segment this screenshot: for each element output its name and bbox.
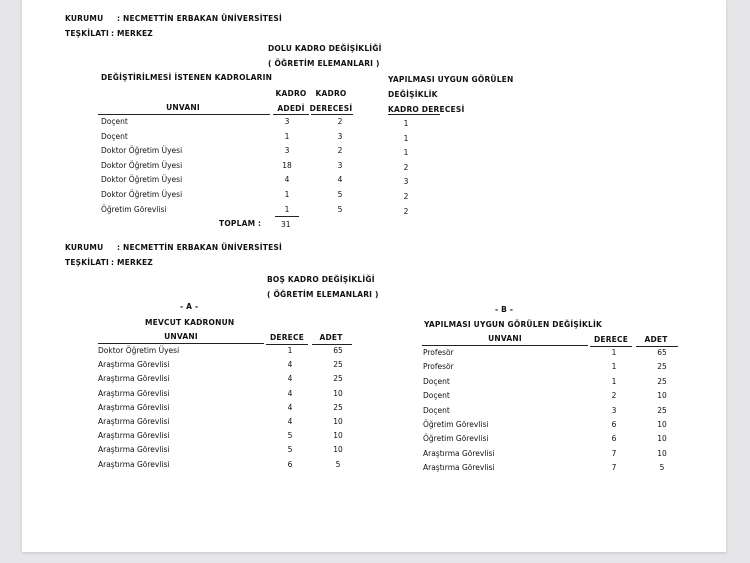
b-row-unvan: Öğretim Görevlisi xyxy=(423,434,489,444)
b-row-adet: 25 xyxy=(657,362,667,372)
section-b-rule-adet xyxy=(636,346,678,347)
b-row-adet: 25 xyxy=(657,376,667,386)
a-row-adet: 10 xyxy=(333,417,343,426)
b-row-derece: 6 xyxy=(611,420,617,429)
teskilat-label-1: TEŞKİLATI xyxy=(65,29,109,38)
section-a-heading: MEVCUT KADRONUN xyxy=(145,318,235,327)
dolu-right-heading-3: KADRO DERECESİ xyxy=(388,105,465,114)
a-row-derece: 5 xyxy=(287,431,293,441)
b-row-derece: 6 xyxy=(611,434,617,444)
dolu-row-yeni: 1 xyxy=(403,119,409,128)
b-row-unvan: Doçent xyxy=(423,391,450,401)
b-row-adet: 65 xyxy=(657,348,667,357)
a-row-derece: 4 xyxy=(287,360,293,370)
a-row-adet: 5 xyxy=(335,459,341,469)
a-row-unvan: Araştırma Görevlisi xyxy=(98,417,170,426)
dolu-row-yeni: 2 xyxy=(403,192,409,201)
b-row-adet: 25 xyxy=(657,405,667,415)
b-row-adet: 10 xyxy=(657,391,667,401)
dolu-row-adet: 3 xyxy=(284,146,290,156)
dolu-row-adet: 3 xyxy=(284,117,290,126)
section-b-col-adet: ADET xyxy=(644,335,668,344)
dolu-row-yeni: 1 xyxy=(403,133,409,143)
a-row-adet: 10 xyxy=(333,445,343,455)
b-row-derece: 3 xyxy=(611,405,617,415)
dolu-total-rule xyxy=(275,216,299,217)
col-kadro-adet-2: ADEDİ xyxy=(277,104,305,113)
a-row-unvan: Araştırma Görevlisi xyxy=(98,402,170,412)
section-a-col-adet: ADET xyxy=(319,333,343,342)
dolu-row-yeni: 2 xyxy=(403,162,409,172)
dolu-row-adet: 1 xyxy=(284,190,290,199)
b-row-derece: 1 xyxy=(611,376,617,386)
b-row-derece: 2 xyxy=(611,391,617,401)
dolu-right-heading-2: DEĞİŞİKLİK xyxy=(388,90,438,99)
b-row-derece: 7 xyxy=(611,448,617,458)
b-row-adet: 5 xyxy=(659,463,665,473)
bos-subtitle: ( ÖĞRETİM ELEMANLARI ) xyxy=(267,290,379,299)
a-row-adet: 25 xyxy=(333,360,343,370)
a-row-derece: 1 xyxy=(287,346,293,355)
dolu-row-yeni: 3 xyxy=(403,177,409,187)
dolu-row-unvan: Doktor Öğretim Üyesi xyxy=(101,190,183,199)
section-b-rule-derece xyxy=(590,346,632,347)
kurum-label-1: KURUMU xyxy=(65,14,104,23)
dolu-right-heading-1: YAPILMASI UYGUN GÖRÜLEN xyxy=(388,75,514,84)
b-row-unvan: Araştırma Görevlisi xyxy=(423,463,495,473)
dolu-row-adet: 18 xyxy=(282,160,292,170)
section-a-rule-unvan xyxy=(98,343,264,344)
dolu-row-adet: 1 xyxy=(284,131,290,141)
a-row-unvan: Araştırma Görevlisi xyxy=(98,374,170,384)
b-row-derece: 7 xyxy=(611,463,617,473)
teskilat-label-2: TEŞKİLATI xyxy=(65,258,109,267)
section-a-marker: - A - xyxy=(180,302,199,311)
b-row-adet: 10 xyxy=(657,448,667,458)
teskilat-value-2: : MERKEZ xyxy=(111,258,153,267)
dolu-row-unvan: Doktor Öğretim Üyesi xyxy=(101,146,183,156)
dolu-left-heading: DEĞİŞTİRİLMESİ İSTENEN KADROLARIN xyxy=(101,73,273,82)
dolu-row-derece: 3 xyxy=(337,160,343,170)
a-row-unvan: Araştırma Görevlisi xyxy=(98,388,170,398)
dolu-title: DOLU KADRO DEĞİŞİKLİĞİ xyxy=(268,44,382,53)
b-row-unvan: Doçent xyxy=(423,376,450,386)
section-b-marker: - B - xyxy=(495,305,514,314)
kurum-value-2: : NECMETTİN ERBAKAN ÜNİVERSİTESİ xyxy=(117,243,282,252)
b-row-derece: 1 xyxy=(611,362,617,372)
total-value: 31 xyxy=(281,220,291,229)
b-row-unvan: Doçent xyxy=(423,405,450,415)
b-row-derece: 1 xyxy=(611,348,617,357)
dolu-row-derece: 2 xyxy=(337,146,343,156)
section-b-heading: YAPILMASI UYGUN GÖRÜLEN DEĞİŞİKLİK xyxy=(424,320,602,329)
a-row-derece: 4 xyxy=(287,417,293,426)
a-row-adet: 10 xyxy=(333,388,343,398)
a-row-adet: 25 xyxy=(333,402,343,412)
b-row-adet: 10 xyxy=(657,420,667,429)
section-a-rule-adet xyxy=(312,344,352,345)
dolu-rule-unvan xyxy=(98,114,270,115)
dolu-row-derece: 5 xyxy=(337,190,343,199)
a-row-derece: 4 xyxy=(287,402,293,412)
dolu-row-unvan: Doçent xyxy=(101,117,128,126)
dolu-row-derece: 3 xyxy=(337,131,343,141)
col-kadro-adet-1: KADRO xyxy=(275,89,307,98)
a-row-unvan: Araştırma Görevlisi xyxy=(98,459,170,469)
total-label: TOPLAM : xyxy=(219,219,262,228)
kurum-label-2: KURUMU xyxy=(65,243,104,252)
b-row-unvan: Öğretim Görevlisi xyxy=(423,420,489,429)
dolu-row-unvan: Öğretim Görevlisi xyxy=(101,204,167,214)
dolu-rule-adet xyxy=(273,114,309,115)
b-row-unvan: Araştırma Görevlisi xyxy=(423,448,495,458)
a-row-derece: 6 xyxy=(287,459,293,469)
teskilat-value-1: : MERKEZ xyxy=(111,29,153,38)
b-row-unvan: Profesör xyxy=(423,362,454,372)
section-a-rule-derece xyxy=(266,344,308,345)
a-row-adet: 25 xyxy=(333,374,343,384)
b-row-adet: 10 xyxy=(657,434,667,444)
dolu-row-unvan: Doktor Öğretim Üyesi xyxy=(101,160,183,170)
dolu-row-adet: 1 xyxy=(284,204,290,214)
section-b-col-unvan: UNVANI xyxy=(488,334,522,343)
col-unvan-dolu: UNVANI xyxy=(166,103,200,112)
dolu-row-derece: 5 xyxy=(337,204,343,214)
dolu-rule-derece xyxy=(311,114,353,115)
col-kadro-derece-2: DERECESİ xyxy=(309,104,353,113)
a-row-unvan: Araştırma Görevlisi xyxy=(98,431,170,441)
a-row-derece: 4 xyxy=(287,374,293,384)
section-b-col-derece: DERECE xyxy=(593,335,629,344)
section-a-col-derece: DERECE xyxy=(269,333,305,342)
dolu-row-adet: 4 xyxy=(284,175,290,185)
a-row-adet: 10 xyxy=(333,431,343,441)
dolu-row-unvan: Doçent xyxy=(101,131,128,141)
dolu-row-derece: 4 xyxy=(337,175,343,185)
dolu-row-unvan: Doktor Öğretim Üyesi xyxy=(101,175,183,185)
a-row-adet: 65 xyxy=(333,346,343,355)
col-kadro-derece-1: KADRO xyxy=(315,89,347,98)
a-row-unvan: Araştırma Görevlisi xyxy=(98,360,170,370)
dolu-rule-yeni xyxy=(388,114,440,115)
section-b-rule-unvan xyxy=(422,345,588,346)
bos-title: BOŞ KADRO DEĞİŞİKLİĞİ xyxy=(267,275,375,284)
a-row-unvan: Doktor Öğretim Üyesi xyxy=(98,346,180,355)
dolu-row-yeni: 2 xyxy=(403,206,409,216)
section-a-col-unvan: UNVANI xyxy=(164,332,198,341)
dolu-row-yeni: 1 xyxy=(403,148,409,158)
kurum-value-1: : NECMETTİN ERBAKAN ÜNİVERSİTESİ xyxy=(117,14,282,23)
dolu-subtitle: ( ÖĞRETİM ELEMANLARI ) xyxy=(268,59,380,68)
dolu-row-derece: 2 xyxy=(337,117,343,126)
document-page xyxy=(22,0,726,552)
b-row-unvan: Profesör xyxy=(423,348,454,357)
a-row-unvan: Araştırma Görevlisi xyxy=(98,445,170,455)
a-row-derece: 4 xyxy=(287,388,293,398)
a-row-derece: 5 xyxy=(287,445,293,455)
